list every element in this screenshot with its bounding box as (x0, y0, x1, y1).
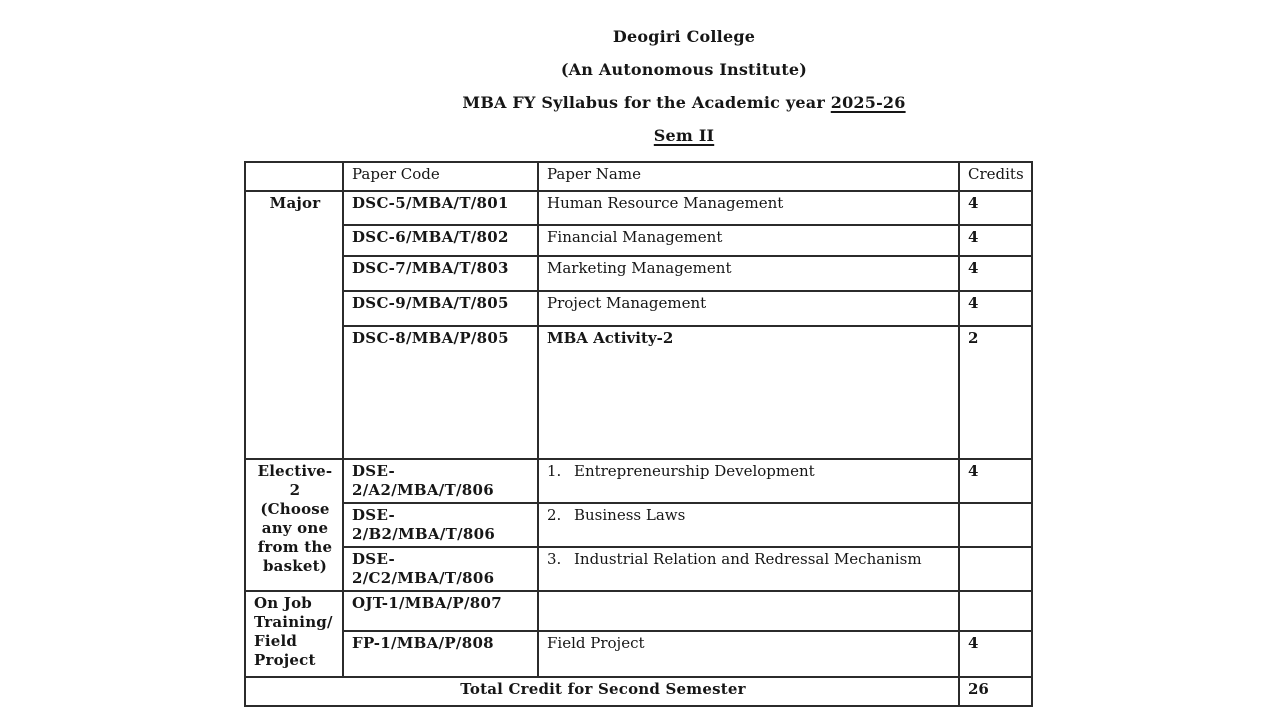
paper-name-cell: Financial Management (538, 225, 959, 256)
table-row (245, 191, 1032, 225)
table-row (245, 225, 1032, 256)
table-row (245, 591, 1032, 631)
table-header-row (245, 162, 1032, 191)
table-row (245, 503, 1032, 547)
credits-cell: 4 (959, 459, 1032, 503)
group-label-elective-2: Elective-2 (Choose any one from the basket) (245, 459, 343, 591)
paper-code-cell: DSE-2/A2/MBA/T/806 (343, 459, 538, 503)
group-label-major: Major (245, 191, 343, 459)
paper-name-cell: MBA Activity-2 (538, 326, 959, 459)
header-paper-code: Paper Code (343, 162, 538, 191)
table-row (245, 326, 1032, 459)
paper-name-cell: Human Resource Management (538, 191, 959, 225)
credits-cell: 4 (959, 191, 1032, 225)
table-row (245, 631, 1032, 677)
header-credits: Credits (959, 162, 1032, 191)
document-header (88, 0, 1280, 146)
credits-cell: 4 (959, 225, 1032, 256)
paper-code-cell: DSC-6/MBA/T/802 (343, 225, 538, 256)
paper-name-cell (538, 503, 959, 547)
list-number: 3. (547, 550, 562, 568)
group-label-ojt-field-project: On Job Training/ Field Project (245, 591, 343, 677)
paper-code-cell: DSC-5/MBA/T/801 (343, 191, 538, 225)
table-row (245, 256, 1032, 291)
credits-cell: 4 (959, 291, 1032, 326)
credits-cell: 4 (959, 631, 1032, 677)
paper-code-cell: DSC-9/MBA/T/805 (343, 291, 538, 326)
paper-name-cell (538, 547, 959, 591)
paper-code-cell: OJT-1/MBA/P/807 (343, 591, 538, 631)
syllabus-table (244, 161, 1033, 707)
paper-code-cell: DSE-2/C2/MBA/T/806 (343, 547, 538, 591)
semester-text: Sem II (653, 126, 715, 145)
paper-code-cell: FP-1/MBA/P/808 (343, 631, 538, 677)
paper-name-cell (538, 591, 959, 631)
credits-cell: 2 (959, 326, 1032, 459)
table-row (245, 291, 1032, 326)
syllabus-title-text: MBA FY Syllabus for the Academic year (462, 93, 825, 112)
list-number: 2. (547, 506, 562, 524)
academic-year: 2025-26 (830, 93, 906, 112)
credits-cell (959, 591, 1032, 631)
paper-code-cell: DSC-7/MBA/T/803 (343, 256, 538, 291)
credits-cell (959, 503, 1032, 547)
total-credits-cell: 26 (959, 677, 1032, 706)
paper-code-cell: DSC-8/MBA/P/805 (343, 326, 538, 459)
college-name: Deogiri College (612, 27, 756, 46)
credits-cell (959, 547, 1032, 591)
paper-name-text: Entrepreneurship Development (574, 462, 815, 480)
credits-cell: 4 (959, 256, 1032, 291)
paper-name-cell: Project Management (538, 291, 959, 326)
institute-subtitle: (An Autonomous Institute) (560, 60, 808, 79)
syllabus-title (88, 93, 1280, 113)
paper-name-cell: Marketing Management (538, 256, 959, 291)
table-row (245, 459, 1032, 503)
paper-name-cell: Field Project (538, 631, 959, 677)
total-row (245, 677, 1032, 706)
paper-name-text: Industrial Relation and Redressal Mechanism (574, 550, 922, 568)
header-paper-name: Paper Name (538, 162, 959, 191)
header-group-cell (245, 162, 343, 191)
total-label: Total Credit for Second Semester (245, 677, 959, 706)
table-row (245, 547, 1032, 591)
paper-name-text: Business Laws (574, 506, 686, 524)
list-number: 1. (547, 462, 562, 480)
paper-name-cell (538, 459, 959, 503)
semester-heading (88, 126, 1280, 146)
paper-code-cell: DSE-2/B2/MBA/T/806 (343, 503, 538, 547)
